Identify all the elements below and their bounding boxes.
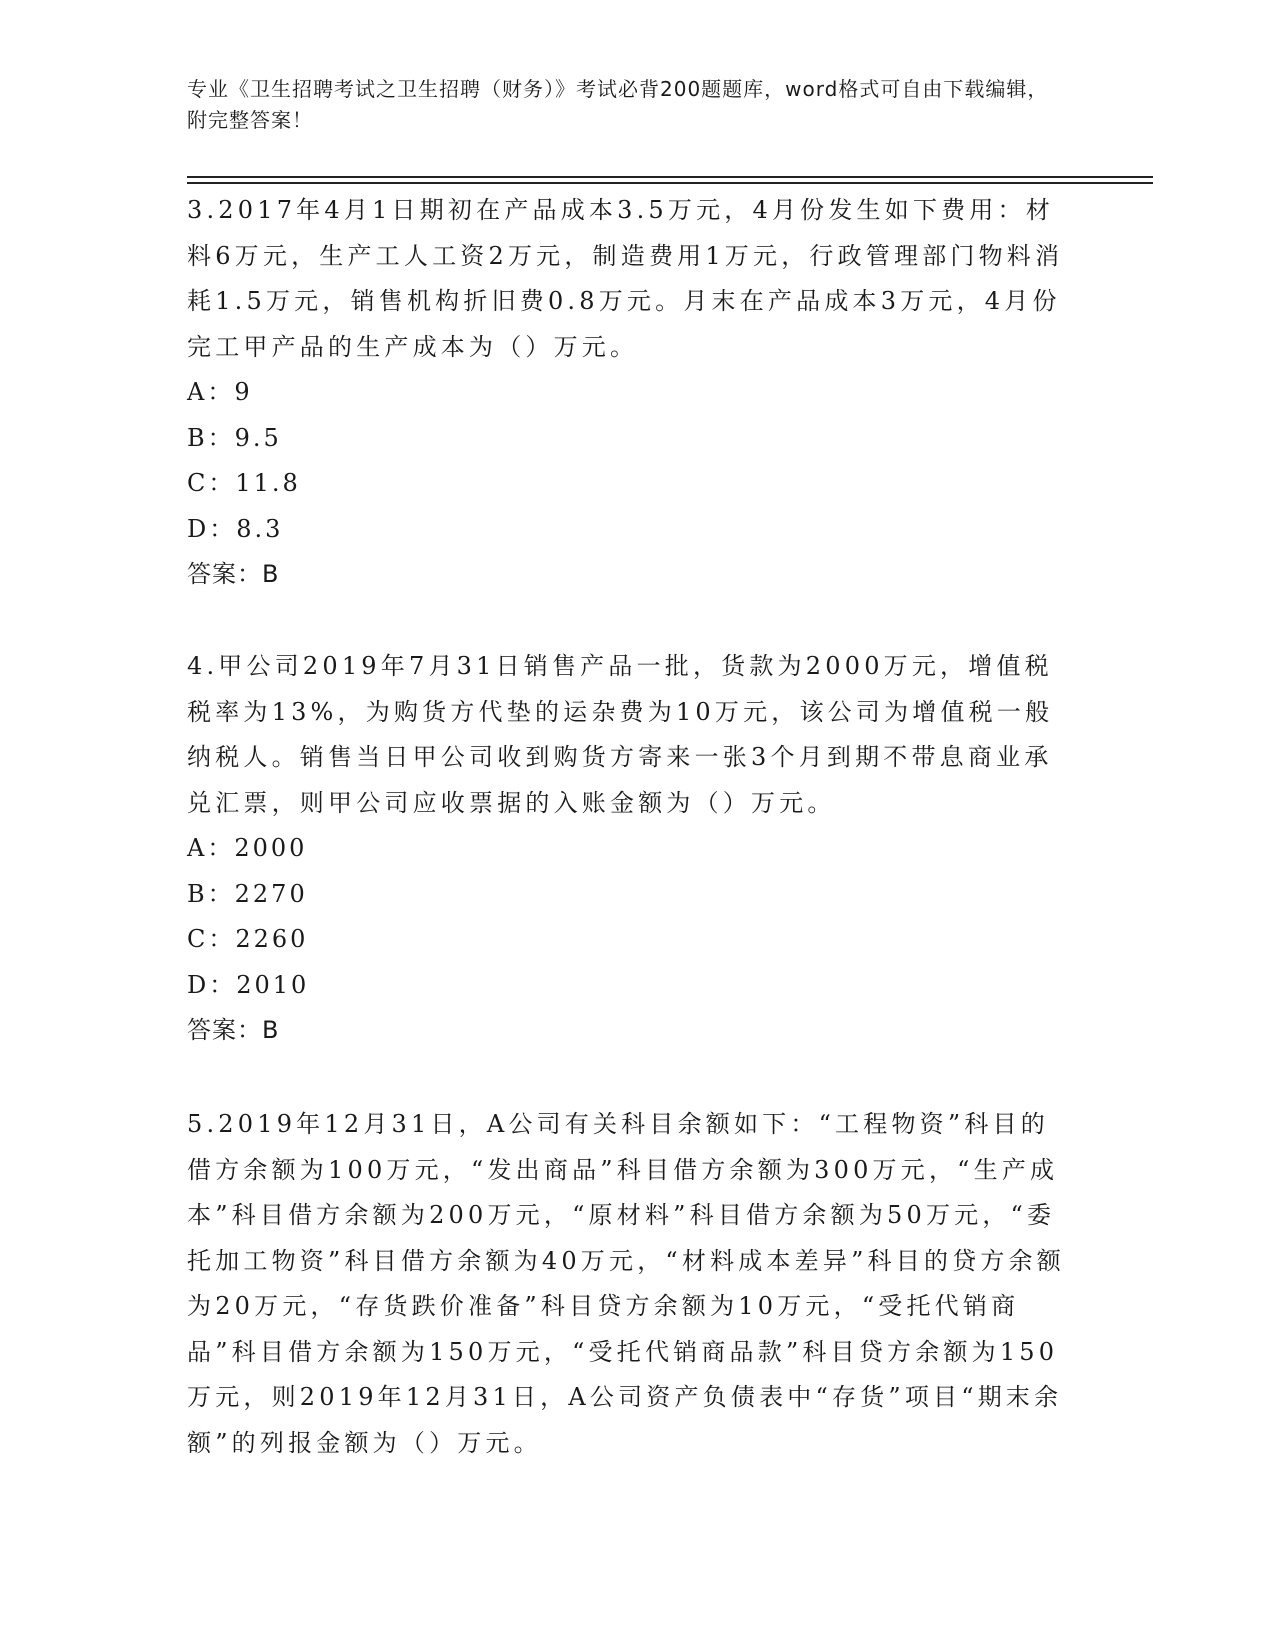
question-3	[187, 188, 1067, 598]
question-stem: 4.甲公司2019年7月31日销售产品一批，货款为2000万元，增值税税率为13%，为购货方代垫的运杂费为10万元，该公司为增值税一般纳税人。销售当日甲公司收到购货方寄来一张3个月到期不带息商业承兑汇票，则甲公司应收票据的入账金额为（）万元。	[187, 652, 1054, 817]
option-b: B：9.5	[187, 423, 282, 452]
question-stem: 3.2017年4月1日期初在产品成本3.5万元，4月份发生如下费用：材料6万元，生产工人工资2万元，制造费用1万元，行政管理部门物料消耗1.5万元，销售机构折旧费0.8万元。月末在产品成本3万元，4月份完工甲产品的生产成本为（）万元。	[187, 196, 1064, 361]
answer: 答案：B	[187, 560, 280, 588]
option-c: C：2260	[187, 925, 309, 953]
header-divider-bottom	[187, 182, 1153, 184]
option-b: B：2270	[187, 879, 308, 908]
question-stem: 5.2019年12月31日，A公司有关科目余额如下：“工程物资”科目的借方余额为100万元，“发出商品”科目借方余额为300万元，“生产成本”科目借方余额为200万元，“原材料”科目借方余额为50万元，“委托加工物资”科目借方余额为40万元，“材料成本差异”科目的贷方余额为20万元，“存货跌价准备”科目贷方余额为10万元，“受托代销商品”科目借方余额为150万元，“受托代销商品款”科目贷方余额为150万元，则2019年12月31日，A公司资产负债表中“存货”项目“期末余额”的列报金额为（）万元。	[187, 1110, 1065, 1457]
question-5	[187, 1102, 1067, 1466]
option-c: C：11.8	[187, 469, 301, 497]
option-d: D：8.3	[187, 514, 284, 543]
option-a: A：2000	[187, 834, 308, 862]
question-4	[187, 644, 1067, 1054]
option-a: A：9	[187, 378, 253, 406]
document-header: 专业《卫生招聘考试之卫生招聘（财务）》考试必背200题题库，word格式可自由下载编辑，附完整答案！	[187, 77, 1049, 132]
header-divider-top	[187, 176, 1153, 178]
option-d: D：2010	[187, 970, 310, 999]
answer: 答案：B	[187, 1016, 280, 1044]
